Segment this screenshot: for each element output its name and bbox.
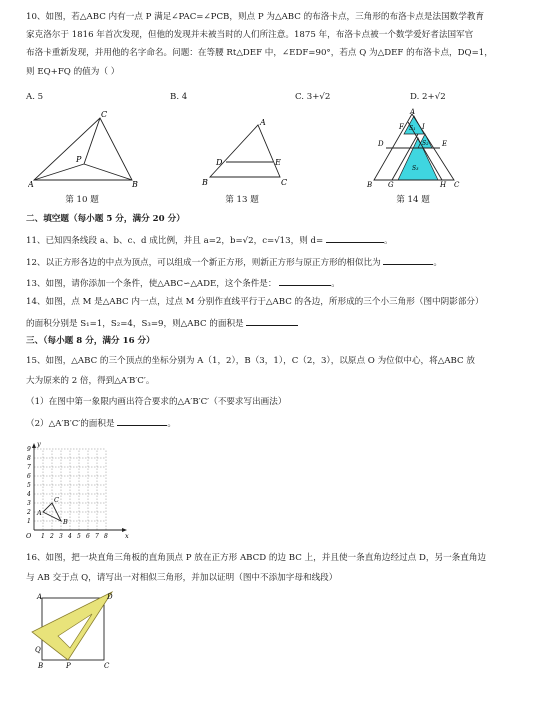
q10-option-d: D. 2+√2 (410, 92, 446, 102)
figure-16 (28, 588, 128, 670)
fig14-label-e: E (442, 140, 448, 148)
figure-13 (200, 115, 300, 190)
fig14-label-a: A (410, 108, 416, 116)
fig14-label-c: C (454, 181, 460, 188)
q13-answer-blank[interactable] (279, 276, 331, 286)
q11-answer-blank[interactable] (326, 233, 384, 243)
fig13-label-c: C (281, 178, 288, 187)
grid-y-tick-label: 7 (27, 464, 31, 471)
grid-y-tick-label: 9 (27, 446, 31, 453)
grid-y-tick-label: 5 (27, 482, 31, 489)
q15-sub-2 (26, 416, 525, 430)
grid-x-tick-label: 6 (86, 533, 90, 540)
grid-x-tick-label: 8 (104, 533, 108, 540)
q14-text: 的面积分别是 S₁=1，S₂=4，S₃=9，则△ABC 的面积是 (26, 319, 244, 329)
fig10-label-b: B (132, 180, 138, 188)
grid-y-tick-label: 2 (27, 509, 31, 516)
section-3-title: 三、（每小题 8 分，满分 16 分） (26, 336, 155, 346)
q15-sub-2-end: 。 (167, 419, 176, 429)
fig10-label-c: C (101, 110, 108, 119)
q12-end: 。 (433, 258, 443, 268)
q12-answer-blank[interactable] (383, 255, 433, 265)
q15-line-2: 大为原来的 2 倍，得到△A′B′C′。 (26, 376, 155, 386)
fig13-label-b: B (202, 178, 208, 187)
section-2-title: 二、填空题（每小题 5 分，满分 20 分） (26, 214, 185, 224)
grid-origin-label: O (26, 532, 32, 540)
q10-line-1: 10、如图，若△ABC 内有一点 P 满足∠PAC=∠PCB，则点 P 为△ABC 的布洛卡点，三角形的布洛卡点是法国数学教育 (26, 12, 485, 22)
fig14-label-i: I (422, 123, 425, 131)
grid-x-tick-label: 1 (41, 533, 45, 540)
fig16-label-p: P (66, 662, 71, 670)
fig14-label-s2: S₂ (422, 140, 429, 147)
fig14-label-s3: S₃ (412, 165, 419, 172)
grid-y-tick-label: 8 (27, 455, 31, 462)
fig16-label-c: C (104, 662, 110, 670)
coordinate-grid (22, 440, 132, 545)
fig16-label-d: D (107, 593, 113, 601)
figure-10 (28, 108, 148, 188)
q12 (26, 255, 525, 269)
grid-x-tick-label: 4 (68, 533, 72, 540)
q15-answer-blank[interactable] (117, 416, 167, 426)
q14-line-2 (26, 316, 525, 330)
q14-answer-blank[interactable] (246, 316, 298, 326)
grid-y-tick-label: 1 (27, 518, 31, 525)
fig16-label-q: Q (35, 646, 41, 654)
fig13-label-e: E (275, 158, 281, 167)
fig14-label-d: D (378, 140, 384, 148)
grid-x-tick-label: 5 (77, 533, 81, 540)
grid-x-axis-label: x (125, 532, 129, 540)
q13 (26, 276, 525, 290)
q15-sub-1: （1）在图中第一象限内画出符合要求的△A′B′C′（不要求写出画法） (26, 397, 287, 407)
fig10-label-p: P (76, 155, 82, 164)
set-square (32, 592, 112, 660)
grid-point-label-b: B (63, 518, 68, 526)
fig16-label-b: B (38, 662, 44, 670)
fig10-label-a: A (28, 180, 34, 188)
fig13-caption: 第 13 题 (225, 195, 259, 205)
q11-text: 11、已知四条线段 a、b、c、d 成比例，并且 a=2，b=√2，c=√13，则 d= (26, 236, 324, 246)
grid-x-tick-label: 7 (95, 533, 99, 540)
q16-line-2: 与 AB 交于点 Q，请写出一对相似三角形，并加以证明（图中不添加字母和线段） (26, 573, 338, 583)
q11-end: 。 (383, 236, 393, 246)
fig14-caption: 第 14 题 (396, 195, 430, 205)
q10-line-4: 则 EQ+FQ 的值为（ ） (26, 67, 120, 77)
q11 (26, 233, 525, 247)
q10-line-3: 布洛卡重新发现，并用他的名字命名。问题：在等腰 Rt△DEF 中，∠EDF=90°，若点 Q 为△DEF 的布洛卡点，DQ=1， (26, 48, 493, 58)
grid-y-tick-label: 6 (27, 473, 31, 480)
grid-y-axis-label: y (37, 440, 41, 448)
q16-line-1: 16、如图，把一块直角三角板的直角顶点 P 放在正方形 ABCD 的边 BC 上，并且使一条直角边经过点 D，另一条直角边 (26, 553, 487, 563)
grid-y-tick-label: 4 (27, 491, 31, 498)
fig14-label-g: G (388, 181, 394, 188)
q13-text: 13、如图，请你添加一个条件，使△ABC∽△ADE，这个条件是： (26, 279, 277, 289)
q13-end: 。 (331, 279, 340, 289)
fig13-label-d: D (216, 158, 223, 167)
grid-x-tick-label: 2 (50, 533, 54, 540)
grid-point-label-c: C (54, 496, 59, 504)
q14-line-1: 14、如图，点 M 是△ABC 内一点，过点 M 分别作直线平行于△ABC 的各边，所形成的三个小三角形（图中阴影部分） (26, 297, 484, 307)
fig13-label-a: A (260, 118, 266, 127)
q10-option-c: C. 3+√2 (295, 92, 331, 102)
q12-text: 12、以正方形各边的中点为顶点，可以组成一个新正方形，则新正方形与原正方形的相似比为 (26, 258, 381, 268)
fig14-label-h: H (440, 181, 447, 188)
q10-option-b: B. 4 (170, 92, 188, 102)
fig16-label-a: A (37, 593, 43, 601)
fig14-label-f: F (399, 123, 404, 131)
fig10-caption: 第 10 题 (65, 195, 99, 205)
grid-x-tick-label: 3 (59, 533, 63, 540)
q10-option-a: A. 5 (26, 92, 44, 102)
q10-line-2: 家克洛尔于 1816 年首次发现，但他的发现并未被当时的人们所注意。1875 年，布洛卡点被一个数学爱好者法国军官 (26, 30, 474, 40)
fig14-label-b: B (367, 181, 373, 188)
figure-14 (362, 108, 462, 188)
fig14-label-s1: S₁ (409, 125, 416, 132)
q15-sub-2-text: （2）△A′B′C′的面积是 (26, 419, 115, 429)
grid-point-label-a: A (37, 509, 42, 517)
grid-y-tick-label: 3 (27, 500, 31, 507)
q15-line-1: 15、如图，△ABC 的三个顶点的坐标分别为 A（1，2），B（3，1），C（2，3），以原点 O 为位似中心，将△ABC 放 (26, 356, 475, 366)
